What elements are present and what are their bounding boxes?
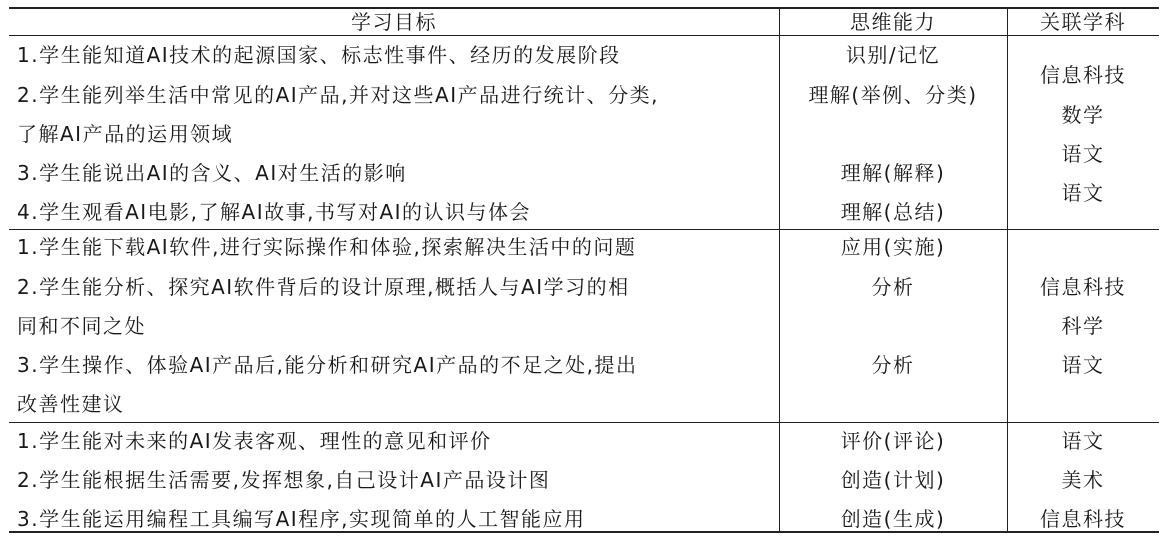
goal-text-continued: 改善性建议	[17, 392, 125, 416]
goal-text: 1.学生能下载AI软件,进行实际操作和体验,探索解决生活中的问题	[17, 235, 637, 259]
ability-text: 分析	[871, 353, 915, 377]
subject-text: 语文	[1061, 353, 1105, 377]
goal-text: 3.学生能说出AI的含义、AI对生活的影响	[17, 161, 407, 185]
ability-text: 创造(计划)	[840, 468, 946, 492]
goal-text-continued: 了解AI产品的运用领域	[17, 122, 234, 146]
subject-text: 信息科技	[1040, 275, 1126, 299]
subject-text: 科学	[1061, 314, 1105, 338]
goal-text: 2.学生能根据生活需要,发挥想象,自己设计AI产品设计图	[17, 468, 551, 492]
subject-text: 语文	[1061, 181, 1105, 205]
learning-objectives-table	[9, 7, 1159, 533]
subject-text: 数学	[1061, 103, 1105, 127]
subject-text: 语文	[1061, 429, 1105, 453]
subject-text: 语文	[1061, 142, 1105, 166]
ability-text: 应用(实施)	[840, 235, 946, 259]
goal-text: 2.学生能列举生活中常见的AI产品,并对这些AI产品进行统计、分类,	[17, 83, 659, 107]
table-top-border	[9, 7, 1159, 9]
ability-text: 理解(解释)	[840, 161, 946, 185]
goal-text: 2.学生能分析、探究AI软件背后的设计原理,概括人与AI学习的相	[17, 275, 630, 299]
header-divider	[9, 35, 1159, 36]
ability-text: 创造(生成)	[840, 507, 946, 531]
goal-text: 1.学生能知道AI技术的起源国家、标志性事件、经历的发展阶段	[17, 43, 621, 67]
header-related-subject: 关联学科	[1040, 10, 1126, 34]
subject-text: 信息科技	[1040, 507, 1126, 531]
ability-text: 评价(评论)	[840, 429, 946, 453]
subject-text: 信息科技	[1040, 63, 1126, 87]
ability-text: 识别/记忆	[845, 43, 941, 67]
goal-text: 4.学生观看AI电影,了解AI故事,书写对AI的认识与体会	[17, 200, 532, 224]
group-divider-2	[9, 422, 1159, 423]
header-learning-goals: 学习目标	[351, 10, 437, 34]
table-bottom-border	[9, 531, 1159, 533]
header-thinking-ability: 思维能力	[850, 10, 936, 34]
ability-text: 分析	[871, 275, 915, 299]
goal-text: 3.学生操作、体验AI产品后,能分析和研究AI产品的不足之处,提出	[17, 353, 638, 377]
group-divider-1	[9, 229, 1159, 230]
goal-text: 3.学生能运用编程工具编写AI程序,实现简单的人工智能应用	[17, 507, 586, 531]
goal-text-continued: 同和不同之处	[17, 314, 146, 338]
ability-text: 理解(总结)	[840, 200, 946, 224]
ability-text: 理解(举例、分类)	[808, 83, 978, 107]
subject-text: 美术	[1061, 468, 1105, 492]
goal-text: 1.学生能对未来的AI发表客观、理性的意见和评价	[17, 429, 492, 453]
